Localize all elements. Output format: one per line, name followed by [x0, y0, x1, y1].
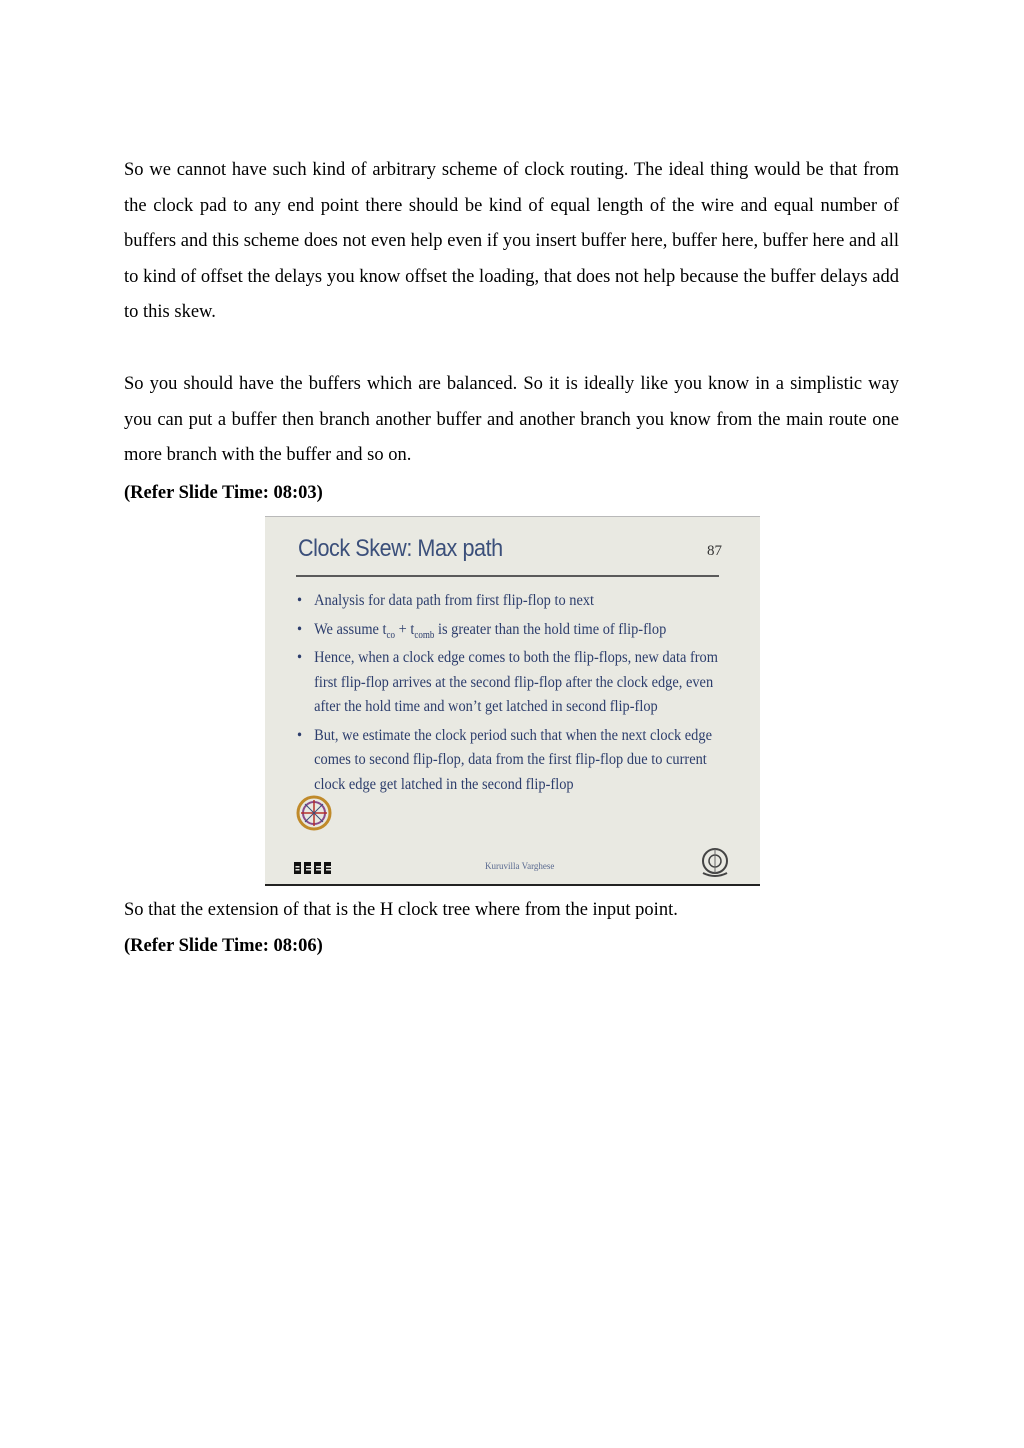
refer-slide-time-2: (Refer Slide Time: 08:06) — [124, 936, 323, 956]
bullet-marker: • — [297, 620, 303, 638]
paragraph-2: So you should have the buffers which are balanced. So it is ideally like you know in a simplistic way you can put a buffer then branch another buffer and another branch you know from the main route one more branch with the buffer and so on. — [124, 374, 899, 465]
nptel-logo-icon — [296, 795, 332, 831]
slide-bullet: • Analysis for data path from first flip-flop to next — [297, 589, 737, 614]
ieee-logo-icon — [294, 861, 334, 875]
paragraph-1: So we cannot have such kind of arbitrary scheme of clock routing. The ideal thing would be that from the clock pad to any end point there should be kind of equal length of the wire and equal number of buffers and this scheme does not even help even if you insert buffer here, buffer here, buffer here and all to kind of offset the delays you know offset the loading, that does not help because the buffer delays add to this skew. — [124, 160, 899, 322]
bullet-marker: • — [297, 649, 303, 666]
bullet-marker: • — [297, 592, 303, 609]
slide-bullet: • Hence, when a clock edge comes to both the flip-flops, new data from first flip-flop arrives at the second flip-flop after the clock edge, even after the hold time and won’t get latched in second flip-flop — [297, 646, 737, 720]
institute-emblem-icon — [698, 847, 732, 879]
slide-bullet: • We assume $t_{co} + t_{comb}$ is greater than the hold time of flip-flop — [297, 618, 737, 643]
refer-slide-time-1: (Refer Slide Time: 08:03) — [124, 483, 323, 503]
paragraph-3: So that the extension of that is the H clock tree where from the input point. — [124, 900, 678, 920]
slide-bullet-list — [297, 589, 727, 801]
slide-title-rule — [296, 575, 719, 577]
slide-title: Clock Skew: Max path — [298, 535, 503, 562]
slide-image — [265, 516, 760, 886]
slide-number: 87 — [707, 543, 722, 559]
slide-bullet: • But, we estimate the clock period such that when the next clock edge comes to second flip-flop, data from the first flip-flop due to current clock edge get latched in the second flip-flop — [297, 724, 737, 798]
bullet-marker: • — [297, 726, 303, 744]
slide-author: Kuruvilla Varghese — [485, 861, 555, 871]
